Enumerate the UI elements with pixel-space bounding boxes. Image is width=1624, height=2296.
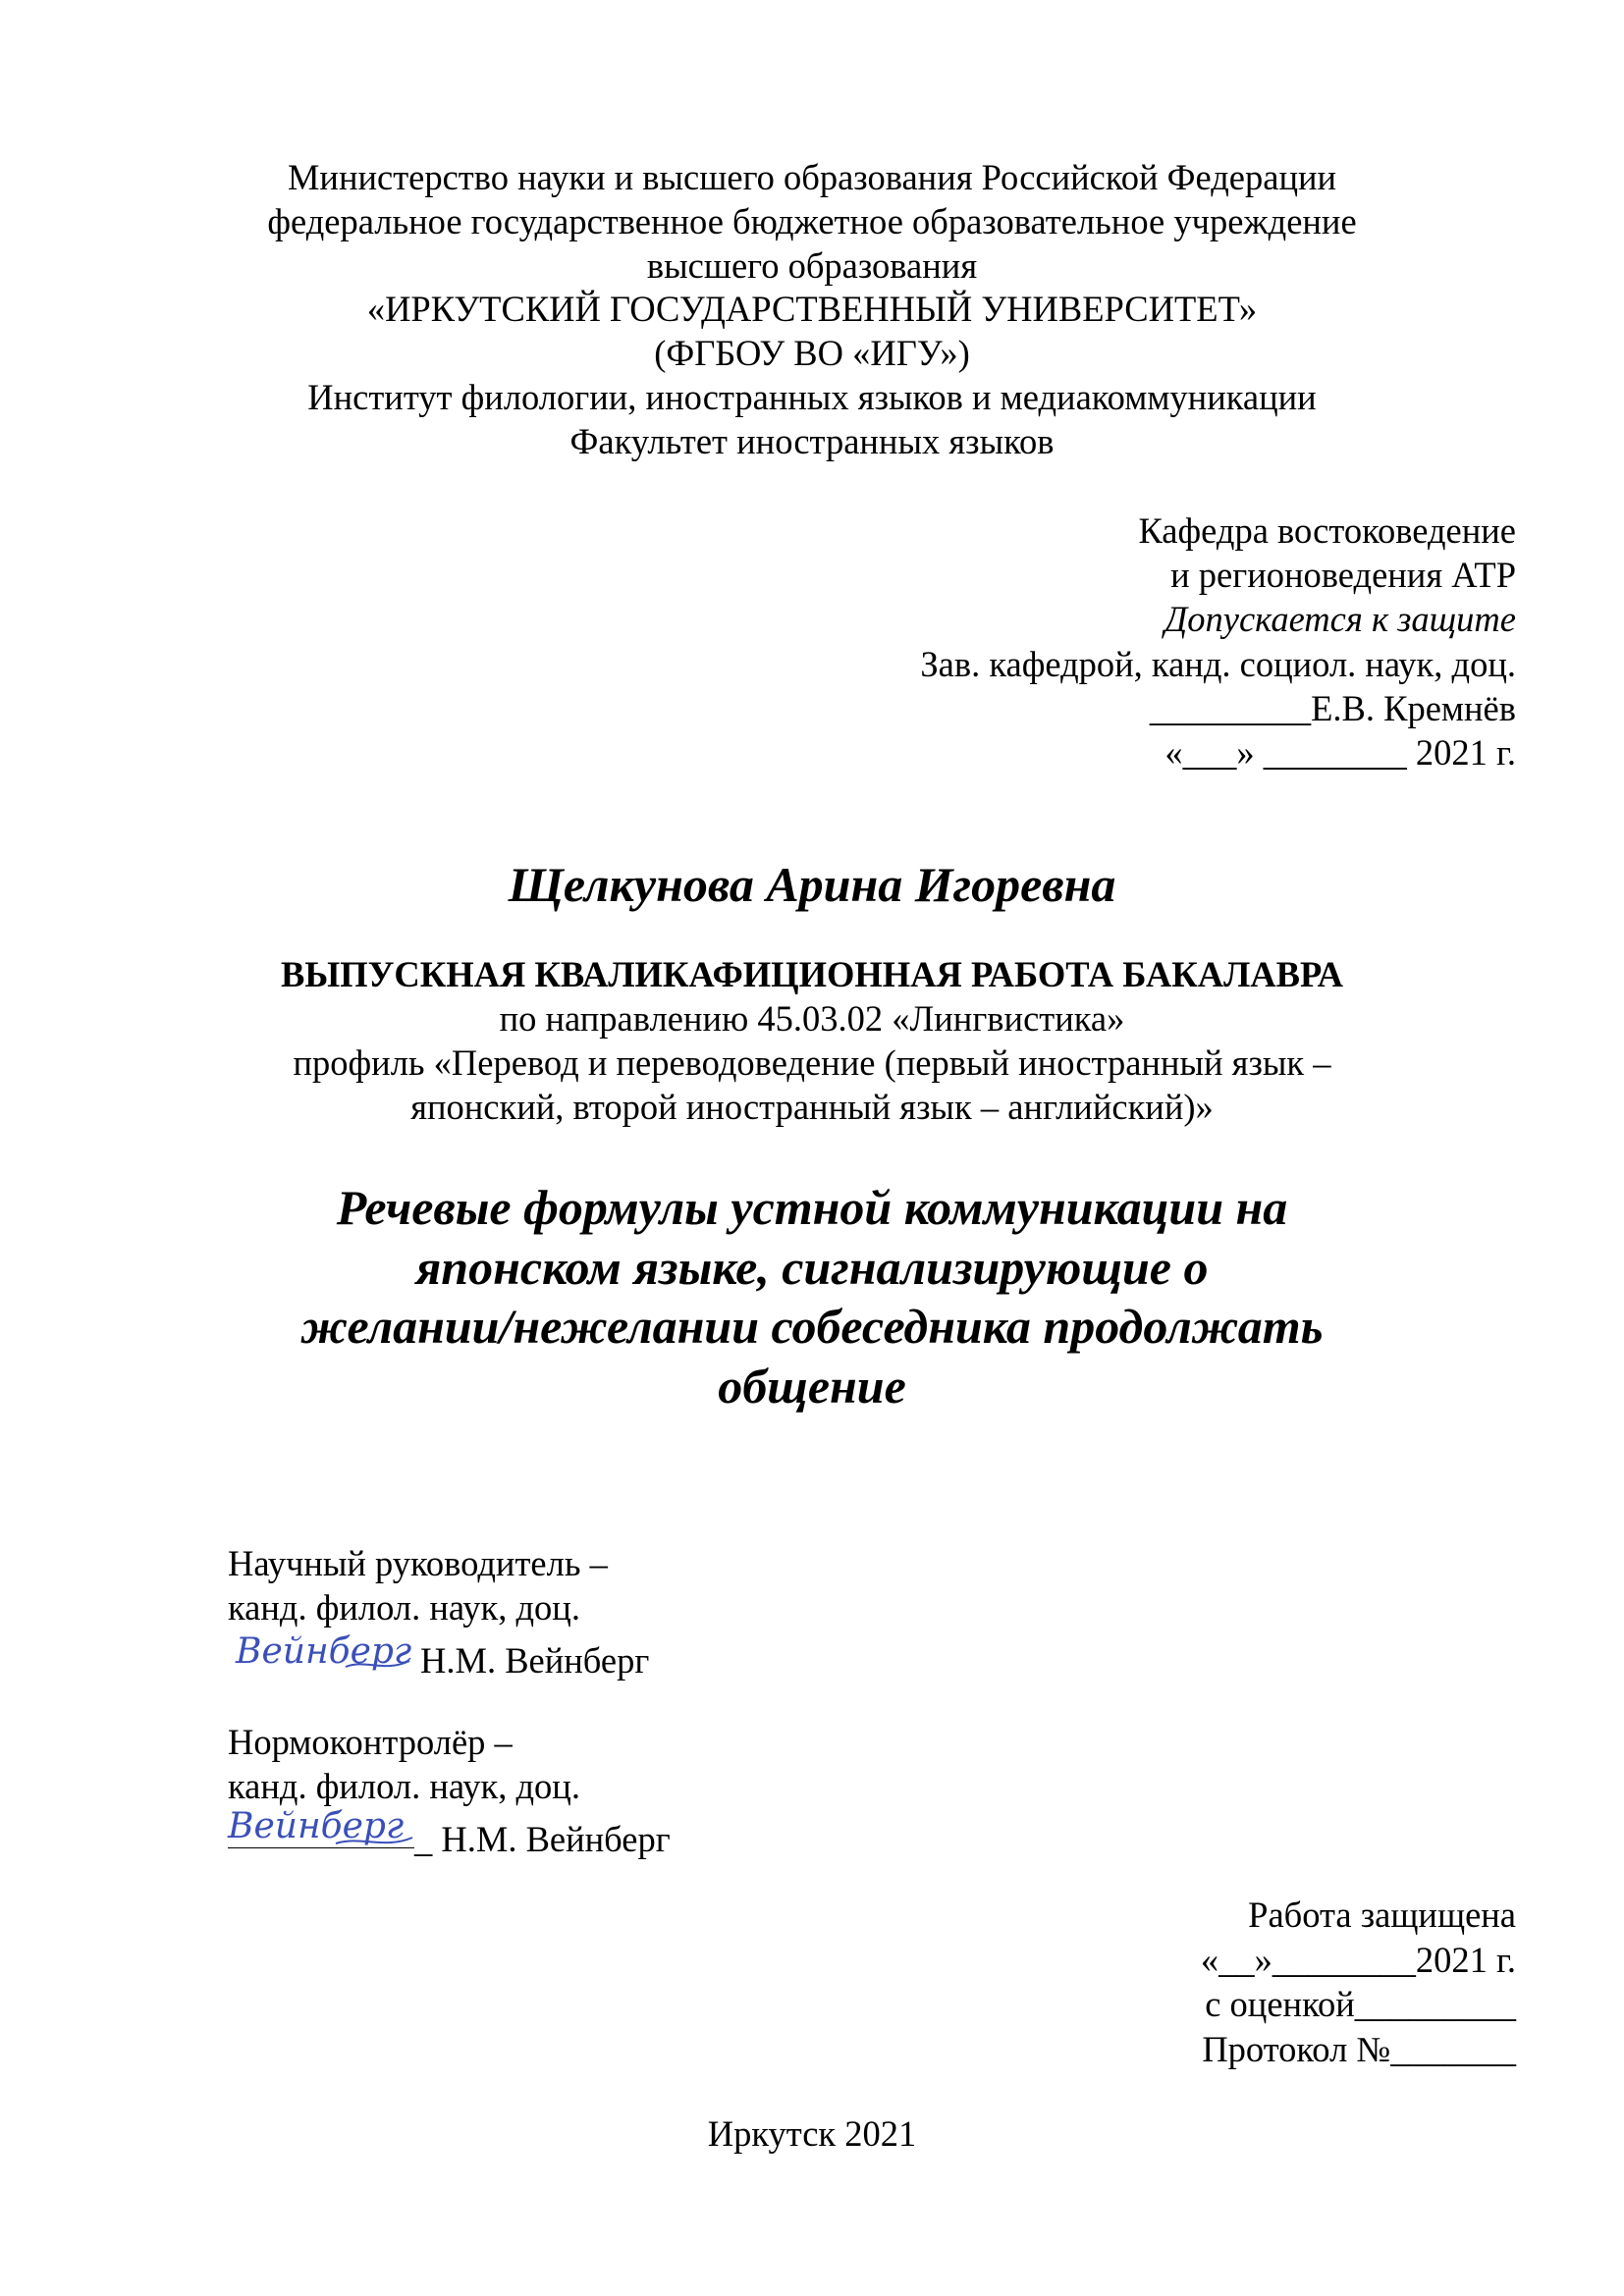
work-profile-line2: японский, второй иностранный язык – английский)»	[410, 1087, 1214, 1127]
university-name-line: «ИРКУТСКИЙ ГОСУДАРСТВЕННЫЙ УНИВЕРСИТЕТ»	[366, 289, 1258, 330]
department-name-line2: и регионоведения АТР	[1170, 555, 1516, 596]
ministry-line: Министерство науки и высшего образования Российской Федерации	[287, 157, 1337, 197]
thesis-title-line3: желании/нежелании собеседника продолжать	[300, 1299, 1324, 1354]
admission-note: Допускается к защите	[1164, 599, 1516, 640]
education-level-line: высшего образования	[646, 244, 978, 286]
supervisor-degree: канд. филол. наук, доц.	[228, 1587, 580, 1628]
thesis-title-line2: японском языке, сигнализирующие о	[415, 1239, 1209, 1295]
normcontrol-signature-text: Вейнберг	[228, 1806, 405, 1846]
normcontrol-block	[228, 1720, 915, 1861]
work-type: ВЫПУСКНАЯ КВАЛИКАФИЦИОННАЯ РАБОТА БАКАЛАВРА	[281, 954, 1343, 994]
defense-protocol: Протокол №_______	[1202, 2028, 1516, 2069]
thesis-title	[0, 1178, 1624, 1415]
university-abbr-line: (ФГБОУ ВО «ИГУ»)	[654, 333, 970, 374]
supervisor-signature-text: Вейнберг	[236, 1631, 412, 1672]
department-name-line1: Кафедра востоковедение	[1138, 510, 1516, 551]
defense-status: Работа защищена	[1248, 1895, 1516, 1935]
normcontrol-degree: канд. филол. наук, доц.	[228, 1766, 580, 1806]
normcontrol-name: _ Н.М. Вейнберг	[414, 1819, 671, 1859]
defense-date: «__»________2021 г.	[1200, 1939, 1516, 1980]
work-profile-line1: профиль «Перевод и переводоведение (первый иностранный язык –	[293, 1042, 1331, 1083]
normcontrol-signature-line	[228, 1808, 915, 1861]
student-name: Щелкунова Арина Игоревна	[508, 857, 1116, 912]
normcontrol-role: Нормоконтролёр –	[228, 1722, 513, 1762]
institute-line: Институт филологии, иностранных языков и медиакоммуникации	[307, 376, 1317, 417]
institution-type-line: федеральное государственное бюджетное образовательное учреждение	[267, 200, 1357, 241]
approval-date-line: «___» ________ 2021 г.	[1164, 732, 1516, 774]
work-direction: по направлению 45.03.02 «Лингвистика»	[499, 998, 1125, 1039]
department-approval-block	[632, 508, 1516, 774]
supervisor-role: Научный руководитель –	[228, 1543, 608, 1583]
supervisor-block	[228, 1541, 915, 1682]
supervisor-signature-line	[228, 1629, 915, 1682]
thesis-title-line1: Речевые формулы устной коммуникации на	[336, 1180, 1288, 1235]
thesis-title-line4: общение	[718, 1358, 906, 1414]
institution-header	[0, 156, 1624, 464]
faculty-line: Факультет иностранных языков	[569, 420, 1055, 461]
normcontrol-handwritten-signature	[228, 1808, 414, 1848]
work-description	[0, 952, 1624, 1129]
supervisor-handwritten-signature	[228, 1629, 414, 1672]
defense-block	[1025, 1893, 1516, 2071]
department-head-title: Зав. кафедрой, канд. социол. наук, доц.	[920, 643, 1516, 684]
city-year: Иркутск 2021	[707, 2113, 917, 2154]
defense-grade: с оценкой_________	[1205, 1984, 1516, 2024]
department-head-signature-line: _________Е.В. Кремнёв	[1149, 687, 1516, 728]
supervisor-name: Н.М. Вейнберг	[420, 1640, 650, 1681]
